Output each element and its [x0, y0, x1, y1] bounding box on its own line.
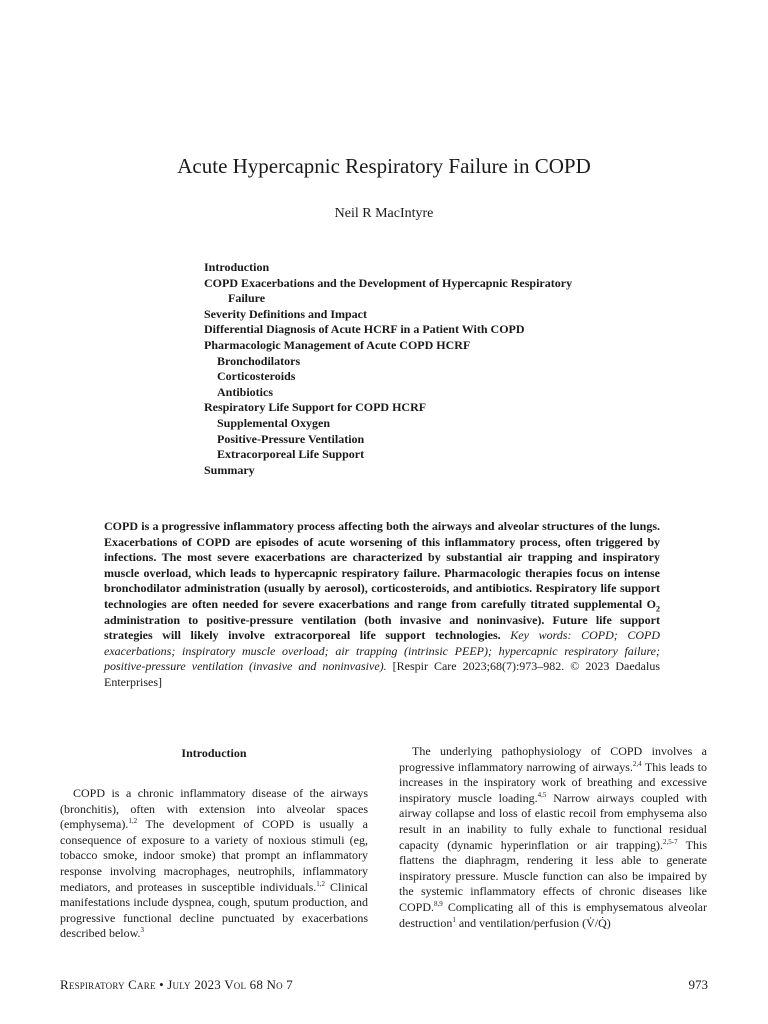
toc-item: Supplemental Oxygen — [217, 415, 331, 430]
left-column — [60, 744, 368, 942]
citation-ref: 2,4 — [632, 759, 642, 768]
citation-ref: 3 — [140, 926, 145, 935]
paragraph: The underlying pathophysiology of COPD involves a progressive inflammatory narrowing of airways.$^{2,4}$ This leads to increases in the inspiratory work of breathing and excessive inspiratory muscle loading.$^{4,5}$ Narrow airways coupled with airway collapse and loss of elastic recoil from emphysema also result in an inability to fully exhale to functional residual capacity (dynamic hyperinflation or air trapping).$^{2,5-7}$ This flattens the diaphragm, rendering it less able to generate inspiratory pressure. Muscle function can also be impaired by the systemic inflammatory effects of chronic diseases like COPD.$^{8,9}$ Complicating all of this is emphysematous alveolar destruction$^1$ and ventilation/perfusion (V̇/Q̇) — [399, 744, 708, 930]
toc-item: Extracorporeal Life Support — [217, 447, 365, 462]
abstract-body: COPD is a progressive inflammatory process affecting both the airways and alveolar structures of the lungs. Exacerbations of COPD are episodes of acute worsening of this inflammatory process, often triggered by infections. The most severe exacerbations are characterized by substantial air trapping and inspiratory muscle overload, which leads to hypercapnic respiratory failure. Pharmacologic therapies focus on intense bronchodilator administration (usually by aerosol), corticosteroids, and antibiotics. Respiratory life support technologies are often needed for severe exacerbations and range from carefully titrated supplemental $O_2$ administration to positive-pressure ventilation (both invasive and noninvasive). Future life support strategies will likely involve extracorporeal life support technologies. — [104, 519, 660, 643]
toc-item: Severity Definitions and Impact — [204, 306, 367, 321]
toc-item: Summary — [204, 462, 255, 477]
toc-item: Bronchodilators — [217, 353, 301, 368]
paragraph: COPD is a chronic inflammatory disease of the airways (bronchitis), often with extension into alveolar spaces (emphysema).$^{1,2}$ The development of COPD is usually a consequence of exposure to a variety of noxious stimuli (eg, tobacco smoke, indoor smoke) that prompt an inflammatory response involving macrophages, neutrophils, inflammatory mediators, and proteases in susceptible individuals.$^{1,2}$ Clinical manifestations include dyspnea, cough, sputum production, and progressive functional decline punctuated by exacerbations described below.$^3$ — [60, 786, 369, 941]
toc-item: Introduction — [204, 260, 270, 274]
page-number: 973 — [688, 977, 708, 992]
abstract-keywords: Key words: COPD; COPD exacerbations; inspiratory muscle overload; air trapping (intrinsic PEEP); hypercapnic respiratory failure; positive-pressure ventilation (invasive and noninvasive). — [104, 628, 661, 674]
toc-item: Antibiotics — [217, 384, 274, 399]
section-heading-introduction: Introduction — [181, 746, 247, 760]
toc-item: Corticosteroids — [217, 369, 296, 384]
table-of-contents — [204, 260, 634, 478]
author-name: Neil R MacIntyre — [334, 206, 434, 221]
toc-item: Positive-Pressure Ventilation — [217, 431, 365, 446]
toc-item: COPD Exacerbations and the Development of Hypercapnic Respiratory — [204, 275, 573, 290]
citation-ref: 1 — [452, 915, 456, 924]
citation-ref: 2,5-7 — [663, 837, 678, 846]
abstract-citation: [Respir Care 2023;68(7):973–982. © 2023 Daedalus Enterprises] — [104, 659, 661, 689]
toc-item: Failure — [228, 291, 266, 306]
article-title: Acute Hypercapnic Respiratory Failure in COPD — [177, 154, 591, 178]
toc-item: Pharmacologic Management of Acute COPD HCRF — [204, 337, 471, 352]
abstract — [104, 519, 660, 691]
citation-ref: 1,2 — [128, 817, 138, 826]
journal-name: Respiratory Care • July 2023 Vol 68 No 7 — [60, 977, 293, 992]
right-column — [399, 744, 707, 931]
citation-ref: 4,5 — [537, 790, 547, 799]
citation-ref: 8,9 — [434, 899, 443, 908]
citation-ref: 1,2 — [316, 879, 326, 888]
toc-item: Differential Diagnosis of Acute HCRF in a Patient With COPD — [204, 322, 525, 337]
toc-item: Respiratory Life Support for COPD HCRF — [204, 400, 427, 415]
